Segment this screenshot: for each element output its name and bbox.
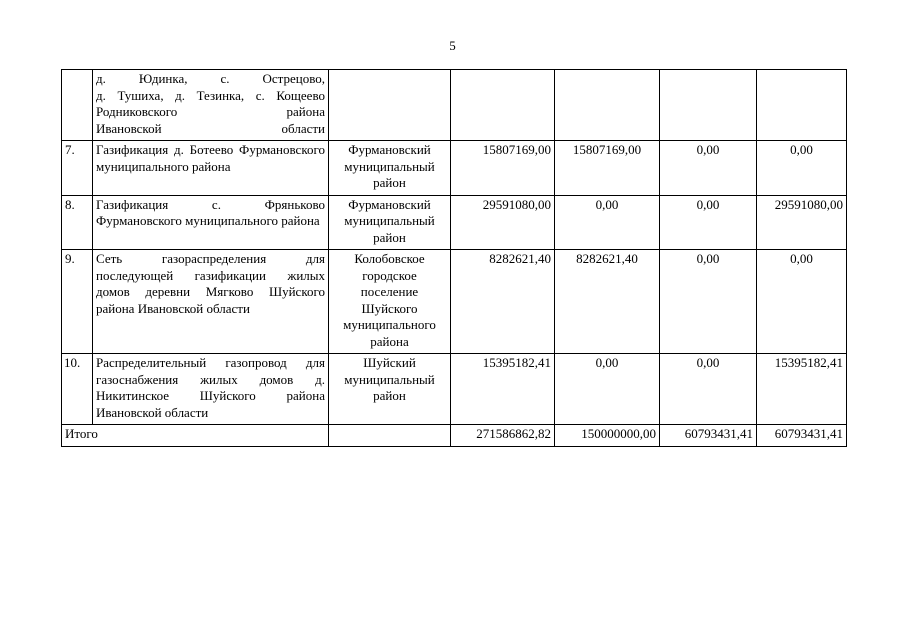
total-label: Итого: [62, 425, 329, 447]
row-number: 8.: [62, 195, 93, 250]
total-amount-cell: 8282621,40: [451, 250, 555, 354]
description-line: Родниковского района: [96, 104, 325, 119]
municipality-cell: Фурмановский муниципальный район: [329, 141, 451, 196]
description-line: Ивановской области: [96, 120, 325, 136]
page-number: 5: [449, 38, 456, 53]
total-amount-cell: 15807169,00: [451, 141, 555, 196]
amount-cell-2: 0,00: [660, 141, 757, 196]
amount-cell-2: [660, 70, 757, 141]
object-description: Распределительный газопровод для газоснабжения жилых домов д. Никитинское Шуйского района Ивановской области: [93, 354, 329, 425]
amount-cell-1: [555, 70, 660, 141]
table-total-row: [62, 425, 847, 447]
municipality-cell: [329, 70, 451, 141]
total-amount-cell-3: 60793431,41: [757, 425, 847, 447]
municipality-cell: Фурмановский муниципальный район: [329, 195, 451, 250]
object-description: Газификация д. Ботеево Фурмановского муниципального района: [93, 141, 329, 196]
total-amount-cell-2: 60793431,41: [660, 425, 757, 447]
table-row: [62, 141, 847, 196]
total-amount-cell: 15395182,41: [451, 354, 555, 425]
object-description: Сеть газораспределения для последующей газификации жилых домов деревни Мягково Шуйского района Ивановской области: [93, 250, 329, 354]
object-description: Газификация с. Фряньково Фурмановского муниципального района: [93, 195, 329, 250]
row-number: [62, 70, 93, 141]
amount-cell-3: 0,00: [757, 250, 847, 354]
amount-cell-2: 0,00: [660, 195, 757, 250]
table-row-continuation: [62, 70, 847, 141]
amount-cell-3: 15395182,41: [757, 354, 847, 425]
grand-total-cell: 271586862,82: [451, 425, 555, 447]
amount-cell-1: 8282621,40: [555, 250, 660, 354]
municipality-cell: Шуйский муниципальный район: [329, 354, 451, 425]
amount-cell-1: 0,00: [555, 195, 660, 250]
total-amount-cell: 29591080,00: [451, 195, 555, 250]
table-row: [62, 354, 847, 425]
description-line: д. Юдинка, с. Острецово,: [96, 71, 325, 86]
table-row: [62, 250, 847, 354]
object-description: [93, 70, 329, 141]
row-number: 7.: [62, 141, 93, 196]
total-amount-cell-1: 150000000,00: [555, 425, 660, 447]
amount-cell-1: 0,00: [555, 354, 660, 425]
amount-cell-2: 0,00: [660, 354, 757, 425]
amount-cell-3: [757, 70, 847, 141]
amount-cell-3: 0,00: [757, 141, 847, 196]
row-number: 9.: [62, 250, 93, 354]
description-line: д. Тушиха, д. Тезинка, с. Кощеево: [96, 87, 325, 103]
row-number: 10.: [62, 354, 93, 425]
municipality-cell: [329, 425, 451, 447]
amount-cell-3: 29591080,00: [757, 195, 847, 250]
amount-cell-1: 15807169,00: [555, 141, 660, 196]
table-row: [62, 195, 847, 250]
total-amount-cell: [451, 70, 555, 141]
financing-table: [61, 69, 847, 447]
amount-cell-2: 0,00: [660, 250, 757, 354]
municipality-cell: Колобовское городское поселение Шуйского муниципального района: [329, 250, 451, 354]
